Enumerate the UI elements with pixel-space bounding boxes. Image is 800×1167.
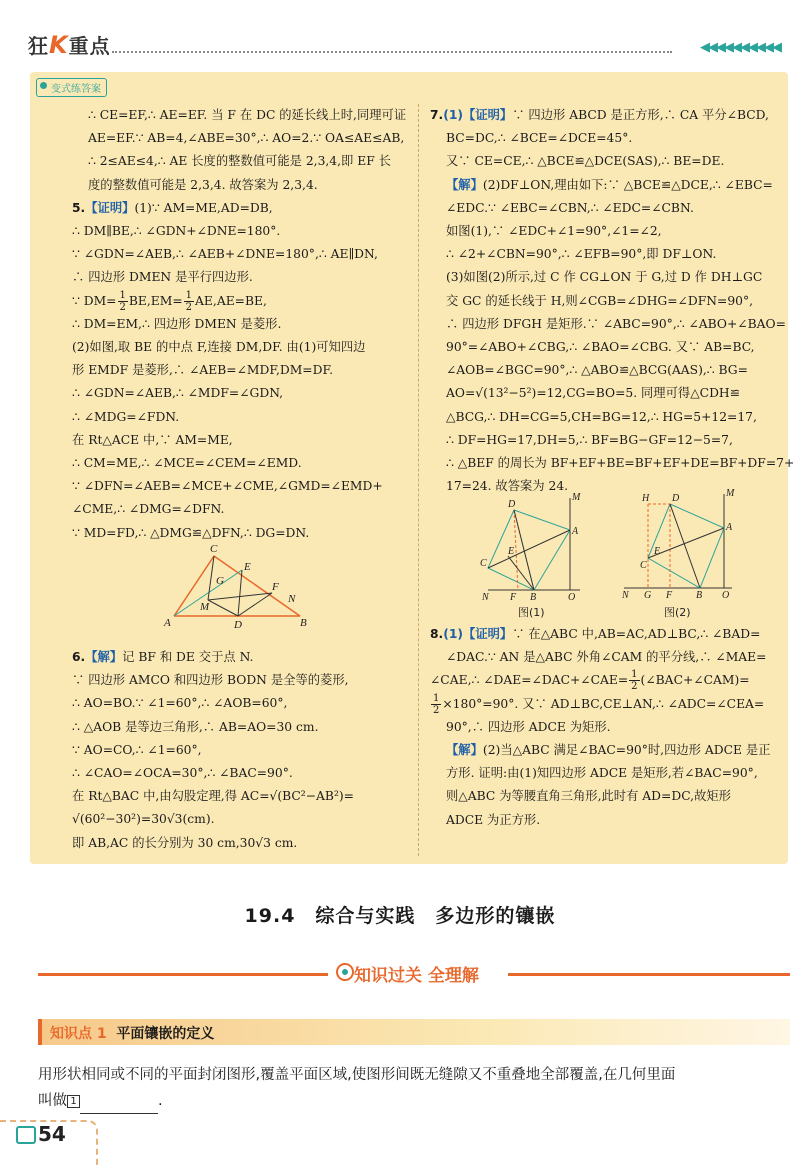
answer-line xyxy=(72,785,354,808)
problem-number: 7. xyxy=(430,108,444,122)
svg-text:D: D xyxy=(508,499,516,510)
answer-line xyxy=(430,150,794,173)
text-run: (2)DF⊥ON,理由如下:∵ △BCE≌△DCE,∴ ∠EBC= xyxy=(482,177,773,192)
text-run: 如图(1),∵ ∠EDC+∠1=90°,∠1=∠2, xyxy=(446,224,662,239)
text-run: 90°=∠ABO+∠CBG,∴ ∠BAO=∠CBG. 又∵ AB=BC, xyxy=(446,340,755,355)
figure-1-caption: 图(1) xyxy=(518,606,545,619)
answer-line xyxy=(72,646,354,669)
text-run: √(60²−30²)=30√3(cm). xyxy=(72,812,215,827)
answer-line xyxy=(430,693,771,716)
text-run: ∴ 四边形 DMEN 是平行四边形. xyxy=(72,270,253,285)
svg-text:B: B xyxy=(696,590,703,600)
triangle-figure xyxy=(160,540,320,632)
text-run: (1)∵ AM=ME,AD=DB, xyxy=(134,200,273,215)
svg-text:D: D xyxy=(234,619,242,631)
answer-line xyxy=(72,382,406,405)
answer-tag-label: (1)【证明】 xyxy=(443,627,513,641)
answer-line xyxy=(430,104,794,127)
definition-text xyxy=(38,1062,790,1114)
answer-tag-label: 【证明】 xyxy=(85,200,135,215)
answer-tag: 变式练答案 xyxy=(36,78,107,97)
banner-label: 知识过关 全理解 xyxy=(328,961,485,986)
answer-line xyxy=(72,197,406,220)
text-run: ∵ DM= xyxy=(72,293,117,308)
problem-number: 6. xyxy=(72,650,86,664)
answer-tag-label: 【解】 xyxy=(446,743,483,758)
answer-line xyxy=(72,406,406,429)
text-run: ∴ 2≤AE≤4,∴ AE 长度的整数值可能是 2,3,4,即 EF 长 xyxy=(88,154,391,169)
svg-text:C: C xyxy=(210,543,218,555)
text-run: ∠CME,∴ ∠DMG=∠DFN. xyxy=(72,502,225,517)
definition-line-2: 叫做 1 . xyxy=(38,1088,790,1114)
text-run: ∴ 四边形 DFGH 是矩形.∵ ∠ABC=90°,∴ ∠ABO+∠BAO= xyxy=(446,316,786,331)
svg-text:F: F xyxy=(272,581,279,593)
right-column xyxy=(430,104,794,498)
text-run: 17=24. 故答案为 24. xyxy=(446,479,569,494)
answer-line xyxy=(430,336,794,359)
svg-text:B: B xyxy=(300,617,307,629)
knowledge-banner xyxy=(38,965,790,986)
text-run: 在 Rt△ACE 中,∵ AM=ME, xyxy=(72,432,233,447)
text-run: ∴ △AOB 是等边三角形,∴ AB=AO=30 cm. xyxy=(72,719,319,734)
text-run: ∵ 四边形 ABCD 是正方形,∴ CA 平分∠BCD, xyxy=(512,108,769,122)
answer-line xyxy=(72,452,406,475)
column-divider xyxy=(418,104,419,856)
problem-number: 5. xyxy=(72,200,86,215)
text-run: (2)当△ABC 满足∠BAC=90°时,四边形 ADCE 是正 xyxy=(482,743,771,758)
svg-text:D: D xyxy=(672,493,680,504)
figure-2 xyxy=(622,488,738,600)
text-run: 度的整数值可能是 2,3,4. 故答案为 2,3,4. xyxy=(88,177,318,192)
svg-text:G: G xyxy=(644,590,652,600)
answer-line xyxy=(430,452,794,475)
answer-line xyxy=(72,498,406,521)
knowledge-point-header xyxy=(38,1019,790,1045)
answer-line xyxy=(72,832,354,855)
text-run: ∠CAE,∴ ∠DAE=∠DAC+∠CAE= xyxy=(430,673,629,688)
answer-line xyxy=(430,174,794,197)
text-run: 则△ABC 为等腰直角三角形,此时有 AD=DC,故矩形 xyxy=(446,789,731,804)
text-run: ∵ MD=FD,∴ △DMG≌△DFN,∴ DG=DN. xyxy=(72,525,310,540)
svg-text:C: C xyxy=(640,560,647,571)
knowledge-point-label: 知识点 1 平面镶嵌的定义 xyxy=(50,1026,215,1042)
answer-line xyxy=(72,429,406,452)
text-run: ADCE 为正方形. xyxy=(446,812,541,827)
banner-line-left xyxy=(38,973,328,976)
left-column-lower xyxy=(72,646,354,855)
fraction: $\frac{1}{2}$ xyxy=(631,669,638,693)
page-header xyxy=(0,0,800,62)
figure-2-caption: 图(2) xyxy=(664,606,691,619)
text-run: ∵ 在△ABC 中,AB=AC,AD⊥BC,∴ ∠BAD= xyxy=(512,627,761,641)
answer-line xyxy=(72,359,406,382)
answer-line xyxy=(72,243,406,266)
page-number: 54 xyxy=(38,1122,66,1146)
text-run: ∴ ∠MDG=∠FDN. xyxy=(72,409,180,424)
answer-line xyxy=(430,220,794,243)
svg-text:A: A xyxy=(572,526,579,537)
text-run: ∴ DM∥BE,∴ ∠GDN+∠DNE=180°. xyxy=(72,224,281,239)
answer-tag-label: 【解】 xyxy=(446,177,483,192)
answer-line xyxy=(72,762,354,785)
target-icon xyxy=(336,963,354,981)
text-run: ∠EDC.∵ ∠EBC=∠CBN,∴ ∠EDC=∠CBN. xyxy=(446,200,694,215)
fraction: $\frac{1}{2}$ xyxy=(185,289,193,313)
svg-text:M: M xyxy=(572,492,581,503)
answer-line xyxy=(430,406,794,429)
answer-line xyxy=(430,243,794,266)
text-run: AE,AE=BE, xyxy=(195,293,267,308)
answer-tag-label: (1)【证明】 xyxy=(443,108,513,122)
svg-text:N: N xyxy=(288,593,296,605)
svg-text:F: F xyxy=(510,592,517,602)
text-run: AO=√(13²−5²)=12,CG=BO=5. 同理可得△CDH≌ xyxy=(446,386,740,401)
answer-line xyxy=(72,150,406,173)
svg-text:O: O xyxy=(568,592,576,602)
text-run: (2)如图,取 BE 的中点 F,连接 DM,DF. 由(1)可知四边 xyxy=(72,340,366,355)
answer-tag-label: 【解】 xyxy=(85,650,123,664)
answer-line xyxy=(430,290,794,313)
text-run: ∵ ∠DFN=∠AEB=∠MCE+∠CME,∠GMD=∠EMD+ xyxy=(72,479,383,494)
answer-line xyxy=(430,623,771,646)
text-run: (3)如图(2)所示,过 C 作 CG⊥ON 于 G,过 D 作 DH⊥GC xyxy=(446,270,763,285)
svg-text:A: A xyxy=(726,522,733,533)
text-run: ×180°=90°. 又∵ AD⊥BC,CE⊥AN,∴ ∠ADC=∠CEA= xyxy=(442,696,765,711)
text-run: ∴ ∠GDN=∠AEB,∴ ∠MDF=∠GDN, xyxy=(72,386,284,401)
answer-line xyxy=(72,669,354,692)
answer-line xyxy=(430,716,771,739)
arrow-decoration-icon: ◀◀◀◀◀◀◀◀◀◀ xyxy=(700,40,780,55)
answer-line xyxy=(430,762,771,785)
answer-line xyxy=(72,290,406,313)
text-run: 记 BF 和 DE 交于点 N. xyxy=(122,650,254,664)
answer-line xyxy=(430,197,794,220)
text-run: 90°,∴ 四边形 ADCE 为矩形. xyxy=(446,719,611,734)
text-run: ∴ ∠2+∠CBN=90°,∴ ∠EFB=90°,即 DF⊥ON. xyxy=(446,247,717,262)
figure-1 xyxy=(480,492,590,602)
text-run: 又∵ CE=CE,∴ △BCE≌△DCE(SAS),∴ BE=DE. xyxy=(446,154,725,169)
section-title: 19.4 综合与实践 多边形的镶嵌 xyxy=(244,905,556,927)
text-run: 在 Rt△BAC 中,由勾股定理,得 AC=√(BC²−AB²)= xyxy=(72,789,354,804)
text-run: 交 GC 的延长线于 H,则∠CGB=∠DHG=∠DFN=90°, xyxy=(446,293,754,308)
answer-line xyxy=(72,313,406,336)
answer-line xyxy=(430,669,771,692)
answer-line xyxy=(72,174,406,197)
brand-logo: 狂K重点 xyxy=(28,31,111,59)
answer-line xyxy=(72,266,406,289)
text-run: ∴ DM=EM,∴ 四边形 DMEN 是菱形. xyxy=(72,316,282,331)
text-run: ∵ 四边形 AMCO 和四边形 BODN 是全等的菱形, xyxy=(72,673,349,688)
text-run: ∴ ∠CAO=∠OCA=30°,∴ ∠BAC=90°. xyxy=(72,766,293,781)
svg-text:E: E xyxy=(654,546,661,557)
text-run: ∵ ∠GDN=∠AEB,∴ ∠AEB+∠DNE=180°,∴ AE∥DN, xyxy=(72,247,378,262)
fill-blank xyxy=(80,1099,158,1114)
text-run: 形 EMDF 是菱形,∴ ∠AEB=∠MDF,DM=DF. xyxy=(72,363,333,378)
text-run: ∴ AO=BO.∵ ∠1=60°,∴ ∠AOB=60°, xyxy=(72,696,288,711)
answer-line xyxy=(72,716,354,739)
text-run: AE=EF.∵ AB=4,∠ABE=30°,∴ AO=2.∵ OA≤AE≤AB, xyxy=(88,131,405,146)
svg-text:G: G xyxy=(216,575,224,587)
answer-line xyxy=(72,808,354,831)
answer-line xyxy=(430,429,794,452)
answer-line xyxy=(72,739,354,762)
answer-line xyxy=(430,785,771,808)
fraction: $\frac{1}{2}$ xyxy=(433,692,440,716)
answer-line xyxy=(72,475,406,498)
answer-line xyxy=(72,220,406,243)
svg-text:O: O xyxy=(722,590,730,600)
svg-text:B: B xyxy=(530,592,537,602)
text-run: ∠DAC.∵ AN 是△ABC 外角∠CAM 的平分线,∴ ∠MAE= xyxy=(446,650,767,665)
header-dotted-line xyxy=(112,51,672,53)
svg-text:H: H xyxy=(642,493,650,504)
text-run: 方形. 证明:由(1)知四边形 ADCE 是矩形,若∠BAC=90°, xyxy=(446,766,758,781)
answer-line xyxy=(430,646,771,669)
answer-line xyxy=(430,382,794,405)
svg-text:M: M xyxy=(726,488,735,499)
text-run: △BCG,∴ DH=CG=5,CH=BG=12,∴ HG=5+12=17, xyxy=(446,409,757,424)
svg-text:E: E xyxy=(508,546,515,557)
answer-line xyxy=(72,127,406,150)
text-run: ∴ CM=ME,∴ ∠MCE=∠CEM=∠EMD. xyxy=(72,456,302,471)
svg-text:N: N xyxy=(622,590,629,600)
text-run: (∠BAC+∠CAM)= xyxy=(640,673,750,688)
answer-line xyxy=(430,127,794,150)
svg-text:C: C xyxy=(480,558,487,569)
svg-text:E: E xyxy=(244,561,251,573)
left-column xyxy=(72,104,406,545)
text-run: 即 AB,AC 的长分别为 30 cm,30√3 cm. xyxy=(72,835,298,850)
svg-text:M: M xyxy=(200,601,210,613)
svg-text:N: N xyxy=(482,592,489,602)
text-run: ∠AOB=∠BGC=90°,∴ △ABO≌△BCG(AAS),∴ BG= xyxy=(446,363,748,378)
banner-line-right xyxy=(508,973,790,976)
text-run: ∴ △BEF 的周长为 BF+EF+BE=BF+EF+DE=BF+DF=7+ xyxy=(446,456,795,471)
answer-line xyxy=(430,313,794,336)
text-run: BE,EM= xyxy=(128,293,183,308)
answer-line xyxy=(72,336,406,359)
text-run: ∴ CE=EF,∴ AE=EF. 当 F 在 DC 的延长线上时,同理可证 xyxy=(88,108,407,122)
answer-line xyxy=(72,692,354,715)
answer-line xyxy=(430,359,794,382)
svg-text:F: F xyxy=(666,590,673,600)
blank-number-box: 1 xyxy=(67,1095,80,1108)
answer-line xyxy=(430,739,771,762)
right-column-lower xyxy=(430,623,771,832)
svg-text:A: A xyxy=(164,617,171,629)
text-run: BC=DC,∴ ∠BCE=∠DCE=45°. xyxy=(446,131,633,146)
text-run: ∴ DF=HG=17,DH=5,∴ BF=BG−GF=12−5=7, xyxy=(446,432,733,447)
fraction: $\frac{1}{2}$ xyxy=(119,289,126,313)
answer-line xyxy=(430,809,771,832)
text-run: ∵ AO=CO,∴ ∠1=60°, xyxy=(72,742,202,757)
answer-line xyxy=(72,104,406,127)
answer-line xyxy=(430,266,794,289)
book-icon xyxy=(16,1126,36,1144)
problem-number: 8. xyxy=(430,627,444,641)
definition-line-1: 用形状相同或不同的平面封闭图形,覆盖平面区域,使图形间既无缝隙又不重叠地全部覆盖,在几何里面 xyxy=(38,1067,676,1083)
